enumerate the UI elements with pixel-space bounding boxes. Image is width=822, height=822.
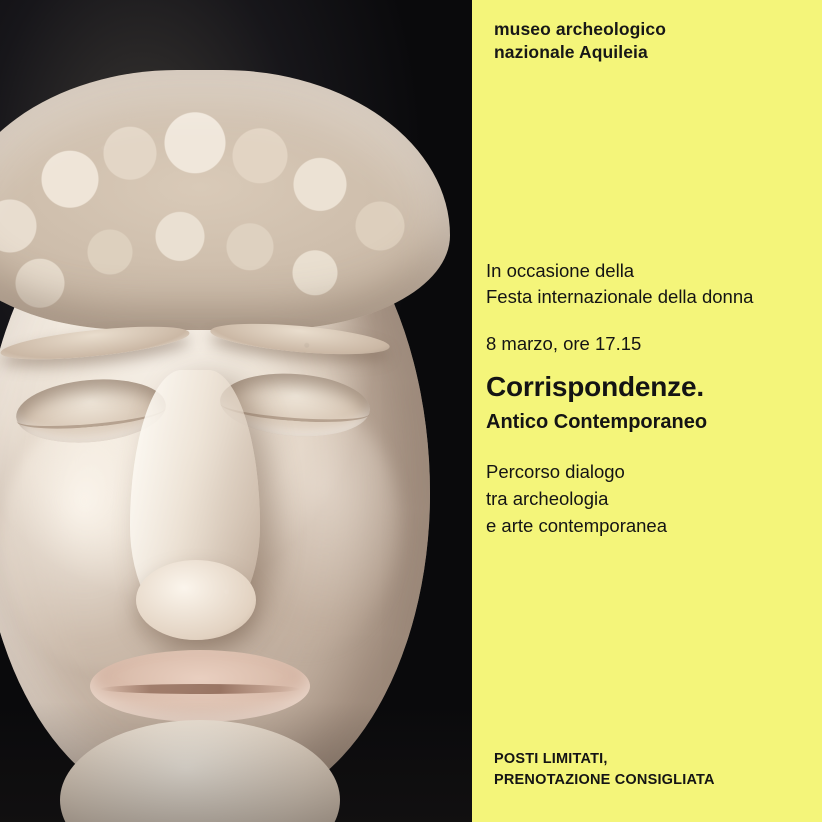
occasion-text <box>486 258 822 311</box>
occasion-line-1: In occasione della <box>486 260 635 281</box>
bottom-shadow <box>0 702 472 822</box>
event-title: Corrispondenze. <box>486 370 704 402</box>
booking-note-line-1: POSTI LIMITATI, <box>494 750 608 767</box>
event-details <box>486 258 822 540</box>
lip-line-shape <box>100 684 300 694</box>
description-line-2: tra archeologia <box>486 487 609 509</box>
museum-line-2: nazionale Aquileia <box>494 42 648 63</box>
description-line-3: e arte contemporanea <box>486 515 668 537</box>
museum-logotype <box>494 18 804 64</box>
event-description <box>486 458 822 540</box>
text-panel <box>472 0 822 822</box>
occasion-line-2: Festa internazionale della donna <box>486 286 754 308</box>
event-subtitle: Antico Contemporaneo <box>486 410 708 433</box>
nose-tip-shape <box>136 560 256 640</box>
event-datetime: 8 marzo, ore 17.15 <box>486 332 642 354</box>
museum-line-1: museo archeologico <box>494 19 666 39</box>
description-line-1: Percorso dialogo <box>486 460 625 482</box>
booking-note <box>494 749 814 793</box>
booking-note-line-2: PRENOTAZIONE CONSIGLIATA <box>494 772 715 789</box>
curly-hair-shape <box>0 70 450 330</box>
